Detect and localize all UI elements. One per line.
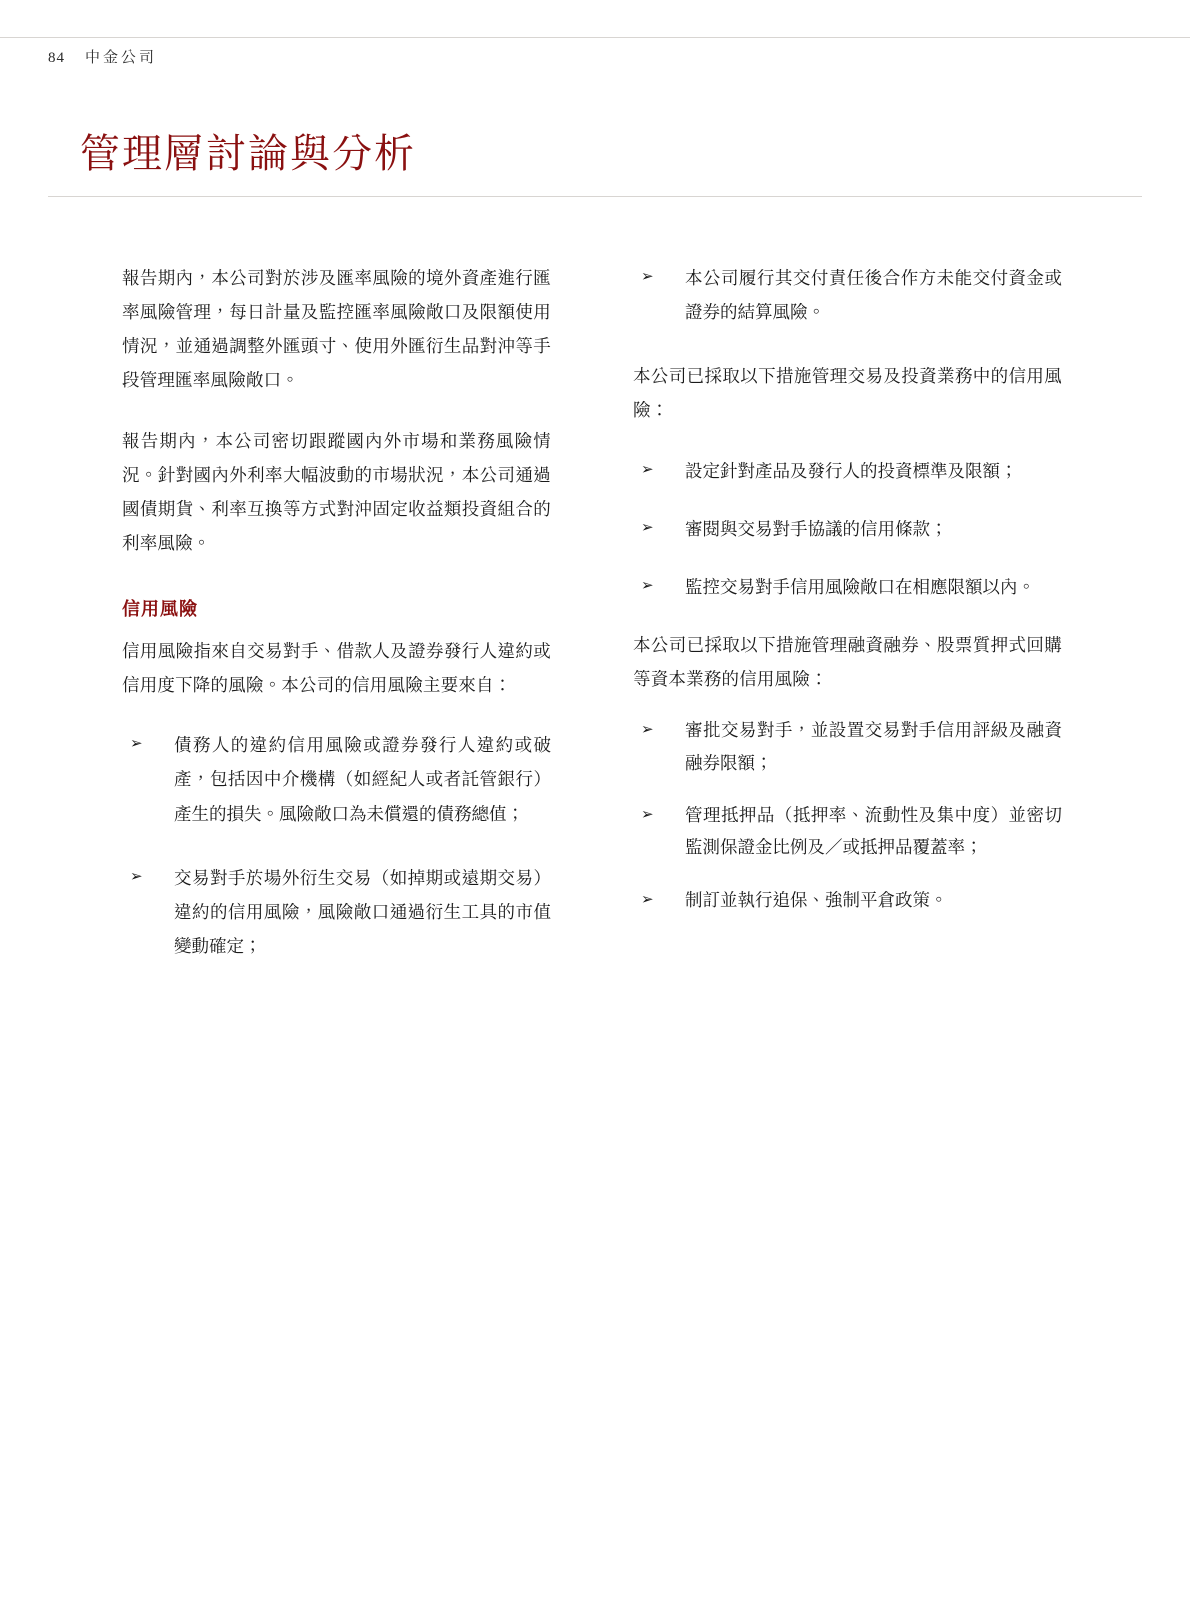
bullet-list-credit-sources	[122, 729, 551, 964]
arrow-bullet-icon: ➢	[641, 517, 654, 536]
arrow-bullet-icon: ➢	[130, 734, 143, 753]
list-item	[633, 800, 1062, 865]
two-column-body	[122, 262, 1062, 994]
title-block	[48, 130, 1142, 197]
bullet-list-capital-measures	[633, 715, 1062, 917]
arrow-bullet-icon: ➢	[641, 804, 654, 823]
list-item	[633, 262, 1062, 330]
arrow-bullet-icon: ➢	[641, 267, 654, 285]
list-item	[122, 729, 551, 831]
paragraph: 報告期內，本公司對於涉及匯率風險的境外資產進行匯率風險管理，每日計量及監控匯率風險敞口及限額使用情況，並通過調整外匯頭寸、使用外匯衍生品對沖等手段管理匯率風險敞口。	[122, 269, 551, 392]
page-number: 84	[48, 50, 65, 66]
bullet-list-trading-measures	[633, 455, 1062, 605]
list-item-text: 監控交易對手信用風險敞口在相應限額以內。	[685, 577, 1035, 598]
arrow-bullet-icon: ➢	[641, 720, 654, 739]
paragraph: 報告期內，本公司密切跟蹤國內外市場和業務風險情況。針對國內外利率大幅波動的市場狀況，本公司通過國債期貨、利率互換等方式對沖固定收益類投資組合的利率風險。	[122, 431, 551, 554]
left-column	[122, 262, 551, 994]
arrow-bullet-icon: ➢	[641, 459, 654, 478]
bullet-list-settlement-risk	[633, 262, 1062, 330]
list-item-text: 設定針對產品及發行人的投資標準及限額；	[685, 461, 1018, 482]
arrow-bullet-icon: ➢	[641, 575, 654, 594]
arrow-bullet-icon: ➢	[130, 866, 143, 885]
right-column	[633, 262, 1062, 994]
page-top-rule	[0, 0, 1190, 38]
list-item-text: 制訂並執行追保、強制平倉政策。	[685, 890, 948, 911]
list-item	[633, 885, 1062, 917]
arrow-bullet-icon: ➢	[641, 889, 654, 908]
list-item	[633, 715, 1062, 780]
list-item	[122, 862, 551, 964]
section-heading-credit-risk: 信用風險	[122, 599, 198, 620]
paragraph: 本公司已採取以下措施管理交易及投資業務中的信用風險：	[633, 367, 1062, 422]
list-item-text: 管理抵押品（抵押率、流動性及集中度）並密切監測保證金比例及／或抵押品覆蓋率；	[685, 805, 1062, 859]
list-item-text: 審批交易對手，並設置交易對手信用評級及融資融券限額；	[685, 721, 1062, 774]
running-header	[48, 46, 157, 67]
list-item	[633, 513, 1062, 547]
paragraph: 本公司已採取以下措施管理融資融券、股票質押式回購等資本業務的信用風險：	[633, 635, 1062, 690]
list-item-text: 本公司履行其交付責任後合作方未能交付資金或證券的結算風險。	[685, 269, 1062, 324]
list-item-text: 債務人的違約信用風險或證券發行人違約或破產，包括因中介機構（如經紀人或者託管銀行）產生的損失。風險敞口為未償還的債務總值；	[174, 736, 551, 825]
paragraph: 信用風險指來自交易對手、借款人及證券發行人違約或信用度下降的風險。本公司的信用風險主要來自：	[122, 642, 551, 697]
list-item-text: 交易對手於場外衍生交易（如掉期或遠期交易）違約的信用風險，風險敞口通過衍生工具的市值變動確定；	[174, 868, 551, 957]
page-title: 管理層討論與分析	[80, 131, 416, 177]
list-item	[633, 571, 1062, 605]
company-name: 中金公司	[85, 48, 158, 66]
list-item-text: 審閱與交易對手協議的信用條款；	[685, 519, 948, 540]
list-item	[633, 455, 1062, 489]
